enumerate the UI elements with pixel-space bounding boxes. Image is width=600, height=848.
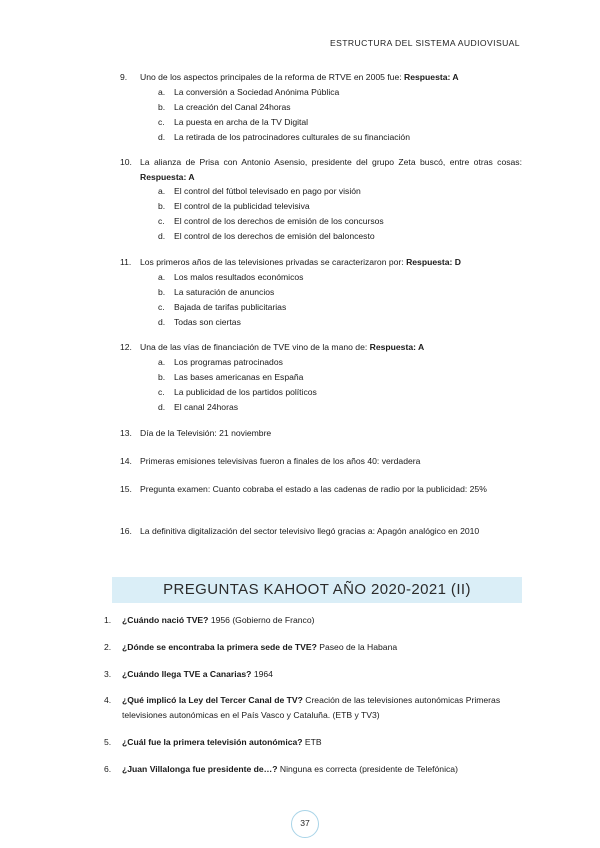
section-title: PREGUNTAS KAHOOT AÑO 2020-2021 (II) [163, 581, 471, 598]
question-number: 11. [120, 257, 132, 267]
question-text: La alianza de Prisa con Antonio Asensio, presidente del grupo Zeta buscó, entre otras cosas: [140, 157, 522, 167]
running-header: ESTRUCTURA DEL SISTEMA AUDIOVISUAL [330, 38, 520, 48]
option: c. La publicidad de los partidos políticos [158, 386, 317, 397]
kahoot-answer: Ninguna es correcta (presidente de Telefónica) [279, 764, 458, 774]
kahoot-answer: Creación de las televisiones autonómicas Primeras televisiones autonómicas en el País Vasco y Cataluña. (ETB y TV3) [122, 695, 501, 720]
question-number: 12. [120, 342, 132, 352]
question-12 [120, 340, 522, 415]
option: d. El canal 24horas [158, 401, 239, 412]
kahoot-number: 6. [104, 764, 112, 774]
kahoot-number: 2. [104, 642, 112, 652]
question-answer: Respuesta: D [406, 257, 461, 267]
kahoot-item-4 [104, 693, 524, 722]
option: b. La creación del Canal 24horas [158, 101, 291, 112]
kahoot-number: 3. [104, 669, 112, 679]
question-number: 13. [120, 428, 132, 438]
option: d. El control de los derechos de emisión del baloncesto [158, 231, 375, 242]
question-15 [120, 482, 522, 497]
option: c. Bajada de tarifas publicitarias [158, 301, 287, 312]
kahoot-answer: 1956 (Gobierno de Franco) [210, 615, 315, 625]
kahoot-answer: ETB [304, 737, 322, 747]
option: d. La retirada de los patrocinadores culturales de su financiación [158, 131, 410, 142]
kahoot-answer: Paseo de la Habana [319, 642, 398, 652]
kahoot-answer: 1964 [253, 669, 273, 679]
kahoot-item-1 [104, 613, 524, 628]
page-number: 37 [291, 810, 319, 838]
kahoot-item-3 [104, 667, 524, 682]
question-11 [120, 255, 522, 330]
question-text: Día de la Televisión: 21 noviembre [140, 428, 272, 438]
question-10 [120, 155, 522, 244]
option: b. La saturación de anuncios [158, 286, 275, 297]
kahoot-question: ¿Qué implicó la Ley del Tercer Canal de TV? [122, 695, 303, 705]
question-text: Primeras emisiones televisivas fueron a finales de los años 40: verdadera [140, 456, 421, 466]
option: c. El control de los derechos de emisión de los concursos [158, 216, 384, 227]
kahoot-item-5 [104, 735, 524, 750]
question-text: Pregunta examen: Cuanto cobraba el estado a las cadenas de radio por la publicidad: 25% [140, 484, 487, 494]
kahoot-question: ¿Juan Villalonga fue presidente de…? [122, 764, 278, 774]
kahoot-item-2 [104, 640, 524, 655]
option: c. La puesta en archa de la TV Digital [158, 116, 309, 127]
question-number: 10. [120, 157, 132, 167]
kahoot-question: ¿Cuál fue la primera televisión autonómica? [122, 737, 303, 747]
kahoot-question: ¿Dónde se encontraba la primera sede de TVE? [122, 642, 317, 652]
kahoot-number: 5. [104, 737, 112, 747]
option: a. El control del fútbol televisado en pago por visión [158, 186, 361, 197]
kahoot-number: 4. [104, 695, 112, 705]
option: b. Las bases americanas en España [158, 371, 304, 382]
option: b. El control de la publicidad televisiva [158, 201, 310, 212]
kahoot-item-6 [104, 762, 524, 777]
question-answer: Respuesta: A [404, 72, 459, 82]
option: a. La conversión a Sociedad Anónima Pública [158, 86, 340, 97]
option: a. Los malos resultados económicos [158, 271, 304, 282]
question-text: Una de las vías de financiación de TVE vino de la mano de: [140, 342, 368, 352]
question-number: 9. [120, 72, 128, 82]
question-13 [120, 426, 522, 441]
question-answer: Respuesta: A [369, 342, 425, 352]
question-16 [120, 524, 522, 539]
kahoot-question: ¿Cuándo llega TVE a Canarias? [122, 669, 252, 679]
question-number: 15. [120, 484, 132, 494]
question-14 [120, 454, 522, 469]
question-number: 16. [120, 526, 132, 536]
question-number: 14. [120, 456, 132, 466]
question-text: La definitiva digitalización del sector televisivo llegó gracias a: Apagón analógico en 2010 [140, 526, 480, 536]
question-text: Los primeros años de las televisiones privadas se caracterizaron por: [140, 257, 404, 267]
kahoot-question: ¿Cuándo nació TVE? [122, 615, 209, 625]
question-text: Uno de los aspectos principales de la reforma de RTVE en 2005 fue: [140, 72, 402, 82]
option: a. Los programas patrocinados [158, 356, 283, 367]
option: d. Todas son ciertas [158, 316, 241, 327]
question-answer: Respuesta: A [140, 171, 195, 182]
kahoot-number: 1. [104, 615, 112, 625]
question-9 [120, 70, 522, 145]
